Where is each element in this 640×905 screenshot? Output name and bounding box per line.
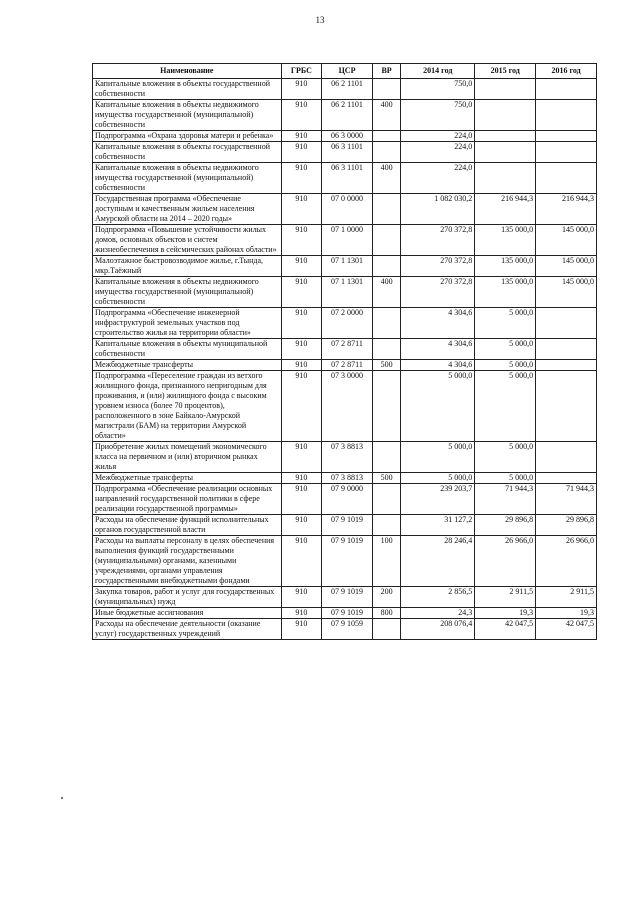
cell-name: Подпрограмма «Охрана здоровья матери и ребенка» xyxy=(93,131,282,142)
cell-vr xyxy=(372,142,400,163)
cell-csr: 07 1 1301 xyxy=(322,277,373,308)
cell-grbs: 910 xyxy=(281,360,322,371)
cell-2015 xyxy=(475,142,536,163)
cell-csr: 07 2 0000 xyxy=(322,308,373,339)
cell-name: Капитальные вложения в объекты недвижимого имущества государственной (муниципальной) собственности xyxy=(93,163,282,194)
cell-vr: 800 xyxy=(372,608,400,619)
cell-2015: 5 000,0 xyxy=(475,371,536,442)
cell-vr xyxy=(372,79,400,100)
table-row xyxy=(93,587,597,608)
cell-grbs: 910 xyxy=(281,619,322,640)
cell-csr: 07 1 1301 xyxy=(322,256,373,277)
header-csr: ЦСР xyxy=(322,64,373,79)
budget-table xyxy=(92,63,597,640)
cell-vr xyxy=(372,442,400,473)
cell-2016 xyxy=(536,131,597,142)
cell-2015: 26 966,0 xyxy=(475,536,536,587)
cell-csr: 07 0 0000 xyxy=(322,194,373,225)
cell-csr: 07 9 0000 xyxy=(322,484,373,515)
cell-2016: 145 000,0 xyxy=(536,277,597,308)
cell-2014: 224,0 xyxy=(401,163,475,194)
cell-2015: 216 944,3 xyxy=(475,194,536,225)
cell-csr: 07 2 8711 xyxy=(322,360,373,371)
cell-2015: 5 000,0 xyxy=(475,360,536,371)
cell-2014: 5 000,0 xyxy=(401,473,475,484)
table-row xyxy=(93,277,597,308)
cell-name: Капитальные вложения в объекты муниципальной собственности xyxy=(93,339,282,360)
cell-csr: 07 9 1019 xyxy=(322,587,373,608)
cell-name: Расходы на обеспечение функций исполнительных органов государственной власти xyxy=(93,515,282,536)
header-vr: ВР xyxy=(372,64,400,79)
table-header-row xyxy=(93,64,597,79)
cell-2015: 5 000,0 xyxy=(475,339,536,360)
cell-2016 xyxy=(536,308,597,339)
cell-2016: 26 966,0 xyxy=(536,536,597,587)
cell-grbs: 910 xyxy=(281,142,322,163)
cell-csr: 06 3 0000 xyxy=(322,131,373,142)
cell-vr xyxy=(372,194,400,225)
cell-2014: 239 203,7 xyxy=(401,484,475,515)
cell-2014: 270 372,8 xyxy=(401,225,475,256)
scan-dot xyxy=(61,797,63,799)
cell-vr: 400 xyxy=(372,100,400,131)
cell-2016 xyxy=(536,339,597,360)
cell-grbs: 910 xyxy=(281,194,322,225)
cell-vr xyxy=(372,484,400,515)
cell-csr: 06 3 1101 xyxy=(322,142,373,163)
table-row xyxy=(93,225,597,256)
table-row xyxy=(93,442,597,473)
cell-grbs: 910 xyxy=(281,277,322,308)
cell-grbs: 910 xyxy=(281,515,322,536)
table-row xyxy=(93,608,597,619)
cell-grbs: 910 xyxy=(281,79,322,100)
cell-2015 xyxy=(475,100,536,131)
cell-2014: 4 304,6 xyxy=(401,360,475,371)
header-2014: 2014 год xyxy=(401,64,475,79)
cell-grbs: 910 xyxy=(281,308,322,339)
cell-2014: 270 372,8 xyxy=(401,277,475,308)
cell-2015: 71 944,3 xyxy=(475,484,536,515)
cell-vr xyxy=(372,619,400,640)
cell-vr: 100 xyxy=(372,536,400,587)
table-row xyxy=(93,194,597,225)
table-row xyxy=(93,473,597,484)
cell-2016 xyxy=(536,442,597,473)
cell-2016 xyxy=(536,360,597,371)
cell-grbs: 910 xyxy=(281,484,322,515)
cell-2015: 29 896,8 xyxy=(475,515,536,536)
cell-2014: 4 304,6 xyxy=(401,339,475,360)
cell-2016: 2 911,5 xyxy=(536,587,597,608)
cell-2015: 5 000,0 xyxy=(475,473,536,484)
cell-2015 xyxy=(475,163,536,194)
table-row xyxy=(93,163,597,194)
table-row xyxy=(93,79,597,100)
cell-name: Капитальные вложения в объекты государственной собственности xyxy=(93,79,282,100)
cell-2014: 1 082 030,2 xyxy=(401,194,475,225)
cell-csr: 07 3 8813 xyxy=(322,442,373,473)
cell-2016: 29 896,8 xyxy=(536,515,597,536)
cell-2016: 71 944,3 xyxy=(536,484,597,515)
table-body xyxy=(93,79,597,640)
cell-grbs: 910 xyxy=(281,131,322,142)
table-row xyxy=(93,100,597,131)
cell-name: Межбюджетные трансферты xyxy=(93,473,282,484)
cell-grbs: 910 xyxy=(281,371,322,442)
cell-vr xyxy=(372,225,400,256)
cell-2016: 145 000,0 xyxy=(536,225,597,256)
table-row xyxy=(93,360,597,371)
cell-2014: 224,0 xyxy=(401,131,475,142)
cell-2014: 28 246,4 xyxy=(401,536,475,587)
cell-2014: 31 127,2 xyxy=(401,515,475,536)
cell-2014: 24,3 xyxy=(401,608,475,619)
cell-2015: 2 911,5 xyxy=(475,587,536,608)
header-grbs: ГРБС xyxy=(281,64,322,79)
cell-grbs: 910 xyxy=(281,256,322,277)
cell-csr: 06 2 1101 xyxy=(322,79,373,100)
cell-grbs: 910 xyxy=(281,587,322,608)
table-row xyxy=(93,484,597,515)
cell-csr: 07 9 1059 xyxy=(322,619,373,640)
cell-name: Расходы на выплаты персоналу в целях обеспечения выполнения функций государственными (муниципальными) органами, казенными учреждениями, органами управления государственными внебюджетными фондами xyxy=(93,536,282,587)
cell-vr: 500 xyxy=(372,473,400,484)
cell-2016 xyxy=(536,142,597,163)
cell-name: Подпрограмма «Обеспечение инженерной инфраструктурой земельных участков под строительство жилья на территории области» xyxy=(93,308,282,339)
cell-name: Подпрограмма «Переселение граждан из ветхого жилищного фонда, признанного непригодным для проживания, и (или) жилищного фонда с высоким уровнем износа (более 70 процентов), расположенного в зоне Байкало-Амурской магистрали (БАМ) на территории Амурской области» xyxy=(93,371,282,442)
cell-2015: 135 000,0 xyxy=(475,277,536,308)
cell-csr: 07 2 8711 xyxy=(322,339,373,360)
cell-2014: 270 372,8 xyxy=(401,256,475,277)
page-number: 13 xyxy=(315,15,325,25)
cell-2014: 224,0 xyxy=(401,142,475,163)
cell-csr: 07 3 8813 xyxy=(322,473,373,484)
cell-2015: 19,3 xyxy=(475,608,536,619)
cell-csr: 07 9 1019 xyxy=(322,536,373,587)
cell-2016 xyxy=(536,371,597,442)
cell-name: Капитальные вложения в объекты недвижимого имущества государственной (муниципальной) собственности xyxy=(93,100,282,131)
cell-2015 xyxy=(475,131,536,142)
table-row xyxy=(93,619,597,640)
cell-2014: 5 000,0 xyxy=(401,442,475,473)
table-row xyxy=(93,371,597,442)
cell-csr: 06 2 1101 xyxy=(322,100,373,131)
cell-2016 xyxy=(536,163,597,194)
header-2016: 2016 год xyxy=(536,64,597,79)
header-name: Наименование xyxy=(93,64,282,79)
cell-vr xyxy=(372,339,400,360)
cell-name: Закупка товаров, работ и услуг для государственных (муниципальных) нужд xyxy=(93,587,282,608)
cell-vr: 500 xyxy=(372,360,400,371)
cell-vr xyxy=(372,308,400,339)
cell-2015: 5 000,0 xyxy=(475,308,536,339)
cell-2016: 19,3 xyxy=(536,608,597,619)
cell-grbs: 910 xyxy=(281,339,322,360)
cell-grbs: 910 xyxy=(281,536,322,587)
table-row xyxy=(93,536,597,587)
cell-vr: 400 xyxy=(372,163,400,194)
cell-grbs: 910 xyxy=(281,608,322,619)
table-row xyxy=(93,256,597,277)
cell-vr xyxy=(372,515,400,536)
cell-name: Приобретение жилых помещений экономического класса на первичном и (или) вторичном рынках жилья xyxy=(93,442,282,473)
cell-name: Иные бюджетные ассигнования xyxy=(93,608,282,619)
cell-csr: 07 3 0000 xyxy=(322,371,373,442)
cell-2016 xyxy=(536,79,597,100)
cell-grbs: 910 xyxy=(281,225,322,256)
header-2015: 2015 год xyxy=(475,64,536,79)
cell-2014: 750,0 xyxy=(401,100,475,131)
cell-vr xyxy=(372,371,400,442)
cell-vr xyxy=(372,256,400,277)
cell-name: Подпрограмма «Повышение устойчивости жилых домов, основных объектов и систем жизнеобеспечения в сейсмических районах области» xyxy=(93,225,282,256)
cell-grbs: 910 xyxy=(281,163,322,194)
cell-name: Государственная программа «Обеспечение доступным и качественным жильем населения Амурской области на 2014 – 2020 годы» xyxy=(93,194,282,225)
cell-grbs: 910 xyxy=(281,473,322,484)
cell-name: Подпрограмма «Обеспечение реализации основных направлений государственной политики в сфере реализации государственной программы» xyxy=(93,484,282,515)
table-row xyxy=(93,131,597,142)
cell-csr: 07 9 1019 xyxy=(322,515,373,536)
cell-2014: 4 304,6 xyxy=(401,308,475,339)
cell-2016: 216 944,3 xyxy=(536,194,597,225)
cell-2016 xyxy=(536,473,597,484)
cell-2015 xyxy=(475,79,536,100)
cell-2016: 145 000,0 xyxy=(536,256,597,277)
cell-2016 xyxy=(536,100,597,131)
cell-2015: 42 047,5 xyxy=(475,619,536,640)
cell-name: Капитальные вложения в объекты государственной собственности xyxy=(93,142,282,163)
cell-2015: 5 000,0 xyxy=(475,442,536,473)
table-row xyxy=(93,515,597,536)
table-row xyxy=(93,142,597,163)
cell-name: Капитальные вложения в объекты недвижимого имущества государственной (муниципальной) собственности xyxy=(93,277,282,308)
cell-csr: 07 9 1019 xyxy=(322,608,373,619)
cell-2015: 135 000,0 xyxy=(475,225,536,256)
cell-name: Малоэтажное быстровозводимое жилье, г.Тында, мкр.Таёжный xyxy=(93,256,282,277)
cell-2014: 5 000,0 xyxy=(401,371,475,442)
cell-csr: 06 3 1101 xyxy=(322,163,373,194)
cell-2014: 750,0 xyxy=(401,79,475,100)
cell-vr: 200 xyxy=(372,587,400,608)
cell-grbs: 910 xyxy=(281,100,322,131)
cell-2014: 208 076,4 xyxy=(401,619,475,640)
cell-name: Межбюджетные трансферты xyxy=(93,360,282,371)
cell-vr xyxy=(372,131,400,142)
table-row xyxy=(93,339,597,360)
cell-csr: 07 1 0000 xyxy=(322,225,373,256)
cell-name: Расходы на обеспечение деятельности (оказание услуг) государственных учреждений xyxy=(93,619,282,640)
cell-vr: 400 xyxy=(372,277,400,308)
cell-2015: 135 000,0 xyxy=(475,256,536,277)
cell-grbs: 910 xyxy=(281,442,322,473)
cell-2014: 2 856,5 xyxy=(401,587,475,608)
cell-2016: 42 047,5 xyxy=(536,619,597,640)
table-row xyxy=(93,308,597,339)
